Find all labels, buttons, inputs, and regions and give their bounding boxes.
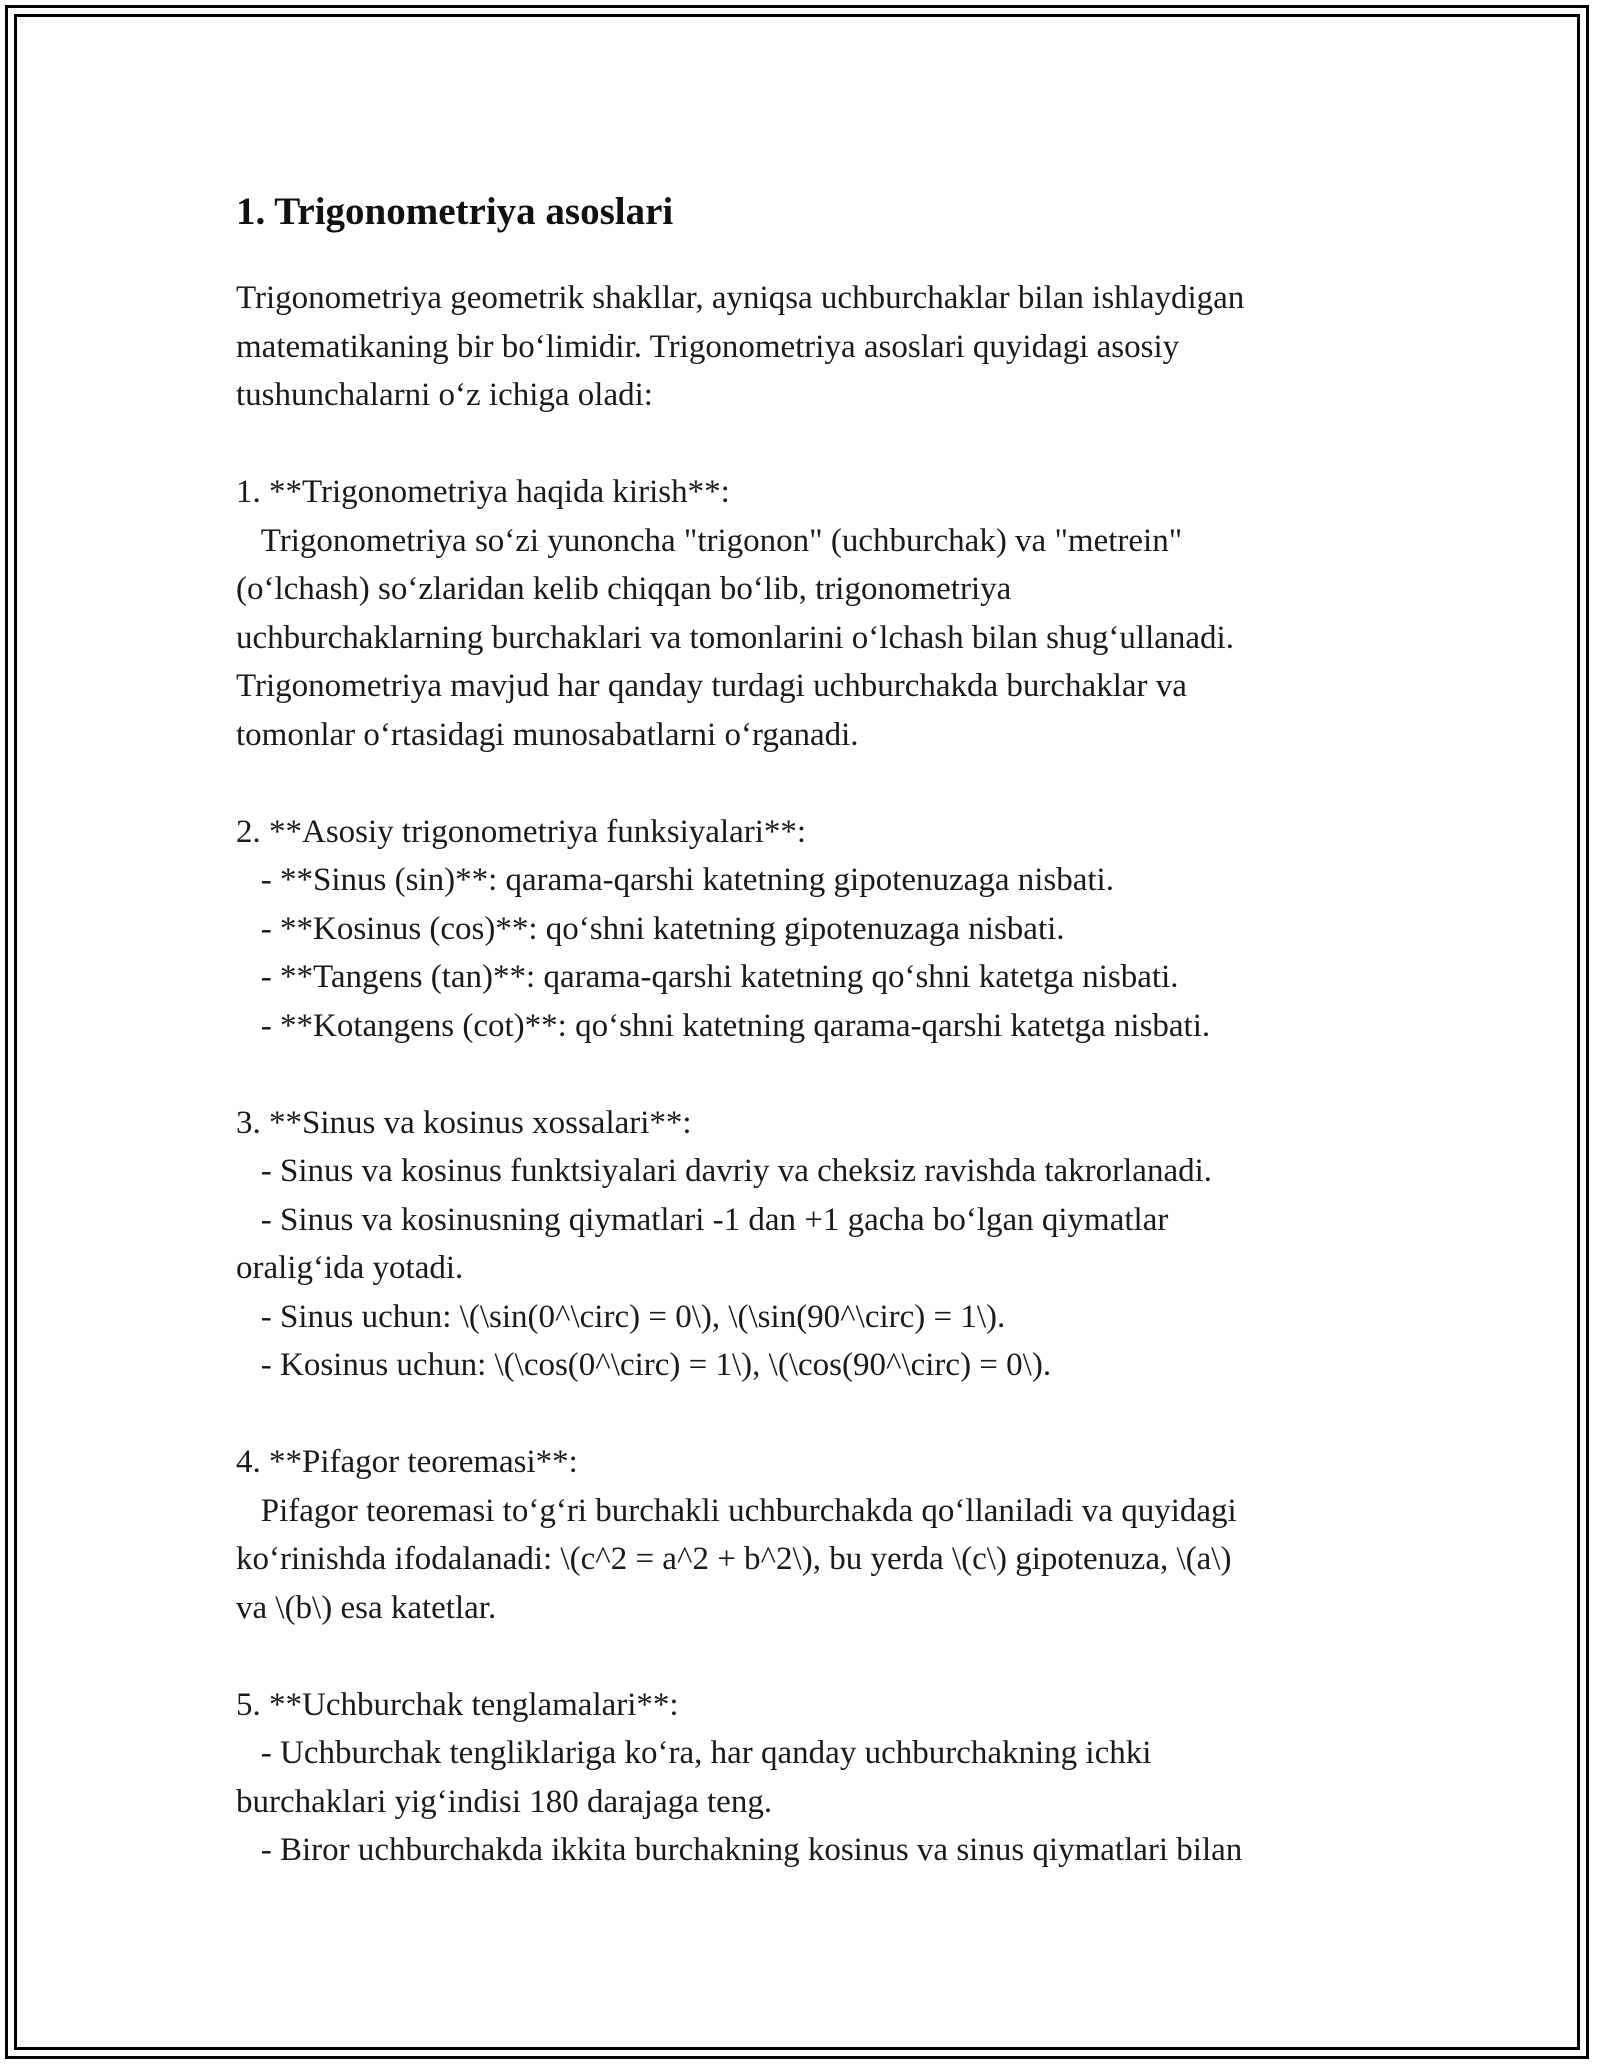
paragraph-gap xyxy=(236,759,1376,808)
section-sine-cosine-properties: 3. **Sinus va kosinus xossalari**: - Sinus va kosinus funktsiyalari davriy va cheksiz ravishda takrorlanadi. - Sinus va kosinusning qiymatlari -1 dan +1 gacha bo‘lgan qiymatlar oralig‘ida yotadi. - Sinus uchun: \(\sin(0^\circ) = 0\), \(\sin(90^\circ) = 1\). - Kosinus uchun: \(\cos(0^\circ) = 1\), \(\cos(90^\circ) = 0\). xyxy=(236,1104,1213,1383)
paragraph-gap xyxy=(236,1390,1376,1439)
section-introduction: 1. **Trigonometriya haqida kirish**: Trigonometriya so‘zi yunoncha "trigonon" (uchburchak) va "metrein" (o‘lchash) so‘zlaridan kelib chiqqan bo‘lib, trigonometriya uchburchaklarning burchaklari va tomonlarini o‘lchash bilan shug‘ullanadi. Trigonometriya mavjud har qanday turdagi uchburchakda burchaklar va tomonlar o‘rtasidagi munosabatlarni o‘rganadi. xyxy=(236,474,1234,753)
intro-paragraph: Trigonometriya geometrik shakllar, ayniqsa uchburchaklar bilan ishlaydigan matematikaning bir bo‘limidir. Trigonometriya asoslari quyidagi asosiy tushunchalarni o‘z ichiga oladi: xyxy=(236,280,1245,413)
section-pythagorean-theorem: 4. **Pifagor teoremasi**: Pifagor teoremasi to‘g‘ri burchakli uchburchakda qo‘llaniladi va quyidagi ko‘rinishda ifodalanadi: \(c^2 = a^2 + b^2\), bu yerda \(c\) gipotenuza, \(a\) va \(b\) esa katetlar. xyxy=(236,1444,1237,1626)
document-body xyxy=(236,186,1376,1875)
section-triangle-equations: 5. **Uchburchak tenglamalari**: - Uchburchak tengliklariga ko‘ra, har qanday uchburchakning ichki burchaklari yig‘indisi 180 darajaga teng. - Biror uchburchakda ikkita burchakning kosinus va sinus qiymatlari bilan xyxy=(236,1686,1243,1868)
document-title: 1. Trigonometriya asoslari xyxy=(236,190,674,233)
section-basic-functions: 2. **Asosiy trigonometriya funksiyalari**: - **Sinus (sin)**: qarama-qarshi katetning gipotenuzaga nisbati. - **Kosinus (cos)**: qo‘shni katetning gipotenuzaga nisbati. - **Tangens (tan)**: qarama-qarshi katetning qo‘shni katetga nisbati. - **Kotangens (cot)**: qo‘shni katetning qarama-qarshi katetga nisbati. xyxy=(236,813,1211,1044)
paragraph-gap xyxy=(236,1050,1376,1099)
paragraph-gap xyxy=(236,1632,1376,1681)
paragraph-gap xyxy=(236,420,1376,469)
